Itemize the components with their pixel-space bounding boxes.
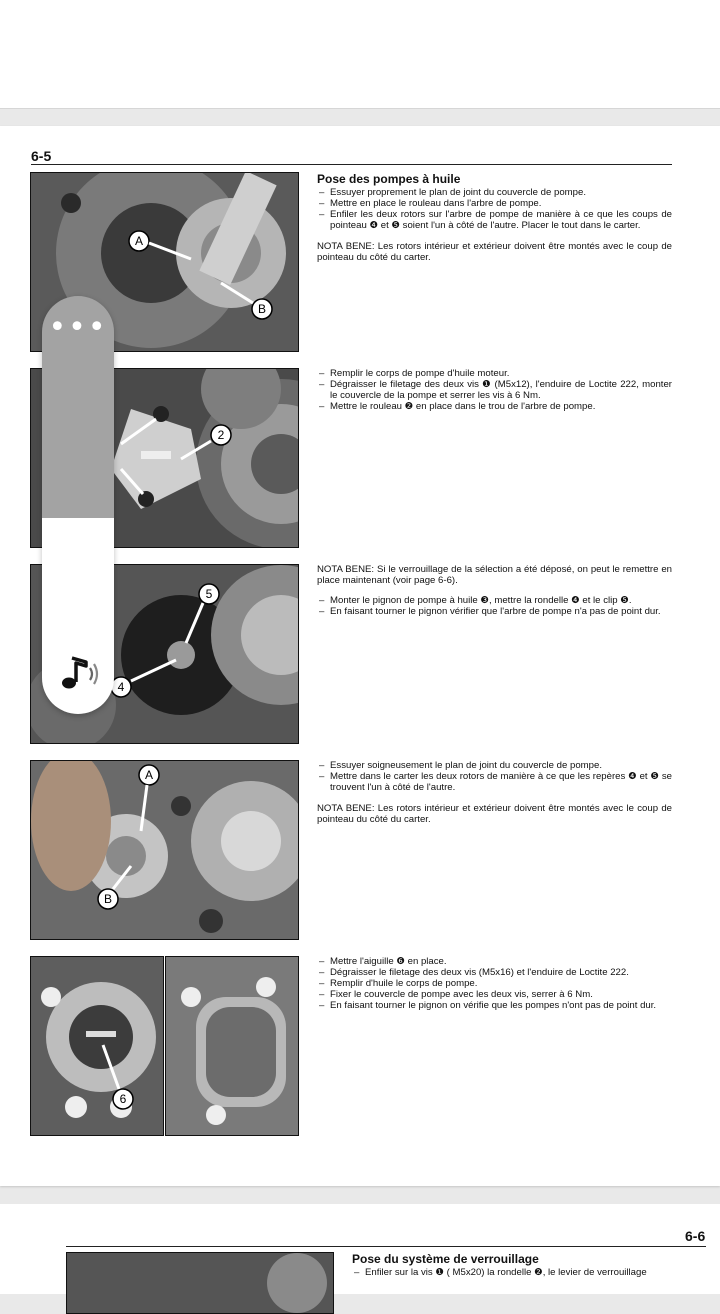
label-b: B bbox=[257, 302, 267, 316]
more-dots-icon[interactable]: ••• bbox=[48, 310, 108, 345]
nota-bene: NOTA BENE: Les rotors intérieur et extérieur doivent être montés avec le coup de pointeau du côté du carter. bbox=[317, 241, 672, 263]
label-2: 2 bbox=[217, 428, 225, 442]
step: – Enfiler sur la vis ❶ ( M5x20) la rondelle ❷, le levier de verrouillage bbox=[352, 1267, 707, 1278]
step: – Mettre dans le carter les deux rotors de manière à ce que les repères ❹ et ❺ se trouvent l'un à côté de l'autre. bbox=[317, 771, 672, 793]
photo-needle-right bbox=[165, 956, 299, 1136]
step: – Essuyer soigneusement le plan de joint du couvercle de pompe. bbox=[317, 760, 672, 771]
label-5: 5 bbox=[205, 587, 213, 601]
label-a: A bbox=[134, 234, 144, 248]
step: – Essuyer proprement le plan de joint du couvercle de pompe. bbox=[317, 187, 672, 198]
label-b: B bbox=[103, 892, 113, 906]
section-title: Pose du système de verrouillage bbox=[352, 1252, 539, 1266]
nota-bene: NOTA BENE: Si le verrouillage de la sélection a été déposé, on peut le remettre en place maintenant (voir page 6-6). bbox=[317, 564, 672, 586]
photo-second-pump-rotors bbox=[30, 760, 299, 940]
page-header-rule bbox=[66, 1246, 706, 1247]
floating-media-widget[interactable] bbox=[42, 296, 114, 714]
label-4: 4 bbox=[117, 680, 125, 694]
step: – Remplir d'huile le corps de pompe. bbox=[317, 978, 672, 989]
step: – Enfiler les deux rotors sur l'arbre de pompe de manière à ce que les coups de pointeau ❹ et ❺ soient l'un à côté de l'autre. Placer le tout dans le carter. bbox=[317, 209, 672, 231]
photo-needle-left bbox=[30, 956, 164, 1136]
step: – Mettre l'aiguille ❻ en place. bbox=[317, 956, 672, 967]
label-6: 6 bbox=[119, 1092, 127, 1106]
section-pump-cover bbox=[317, 368, 672, 412]
section-pump-gear bbox=[317, 564, 672, 617]
manual-page-6-6 bbox=[0, 1204, 720, 1294]
section-title: Pose des pompes à huile bbox=[317, 172, 461, 186]
step: – Dégraisser le filetage des deux vis ❶ (M5x12), l'enduire de Loctite 222, monter le couvercle de la pompe et serrer les vis à 6 Nm. bbox=[317, 379, 672, 401]
step: – Monter le pignon de pompe à huile ❸, mettre la rondelle ❹ et le clip ❺. bbox=[317, 595, 672, 606]
step: – En faisant tourner le pignon on vérifie que les pompes n'ont pas de point dur. bbox=[317, 1000, 672, 1011]
step: – Mettre en place le rouleau dans l'arbre de pompe. bbox=[317, 198, 672, 209]
step: – Dégraisser le filetage des deux vis (M5x16) et l'enduire de Loctite 222. bbox=[317, 967, 672, 978]
nota-bene: NOTA BENE: Les rotors intérieur et extérieur doivent être montés avec le coup de pointeau du côté du carter. bbox=[317, 803, 672, 825]
page-number: 6-5 bbox=[31, 148, 52, 164]
step: – Mettre le rouleau ❷ en place dans le trou de l'arbre de pompe. bbox=[317, 401, 672, 412]
step: – Fixer le couvercle de pompe avec les deux vis, serrer à 6 Nm. bbox=[317, 989, 672, 1000]
section-needle bbox=[317, 956, 672, 1011]
music-note-sound-icon[interactable] bbox=[56, 654, 102, 694]
section-second-pump bbox=[317, 760, 672, 825]
section-pose-pompes bbox=[317, 172, 672, 263]
step: – Remplir le corps de pompe d'huile moteur. bbox=[317, 368, 672, 379]
page-header-rule bbox=[31, 164, 672, 165]
page-number: 6-6 bbox=[685, 1228, 706, 1244]
top-bar bbox=[0, 0, 720, 109]
step: – En faisant tourner le pignon vérifier que l'arbre de pompe n'a pas de point dur. bbox=[317, 606, 672, 617]
label-a: A bbox=[144, 768, 154, 782]
section-locking-system bbox=[352, 1252, 707, 1278]
photo-locking-system bbox=[66, 1252, 334, 1314]
